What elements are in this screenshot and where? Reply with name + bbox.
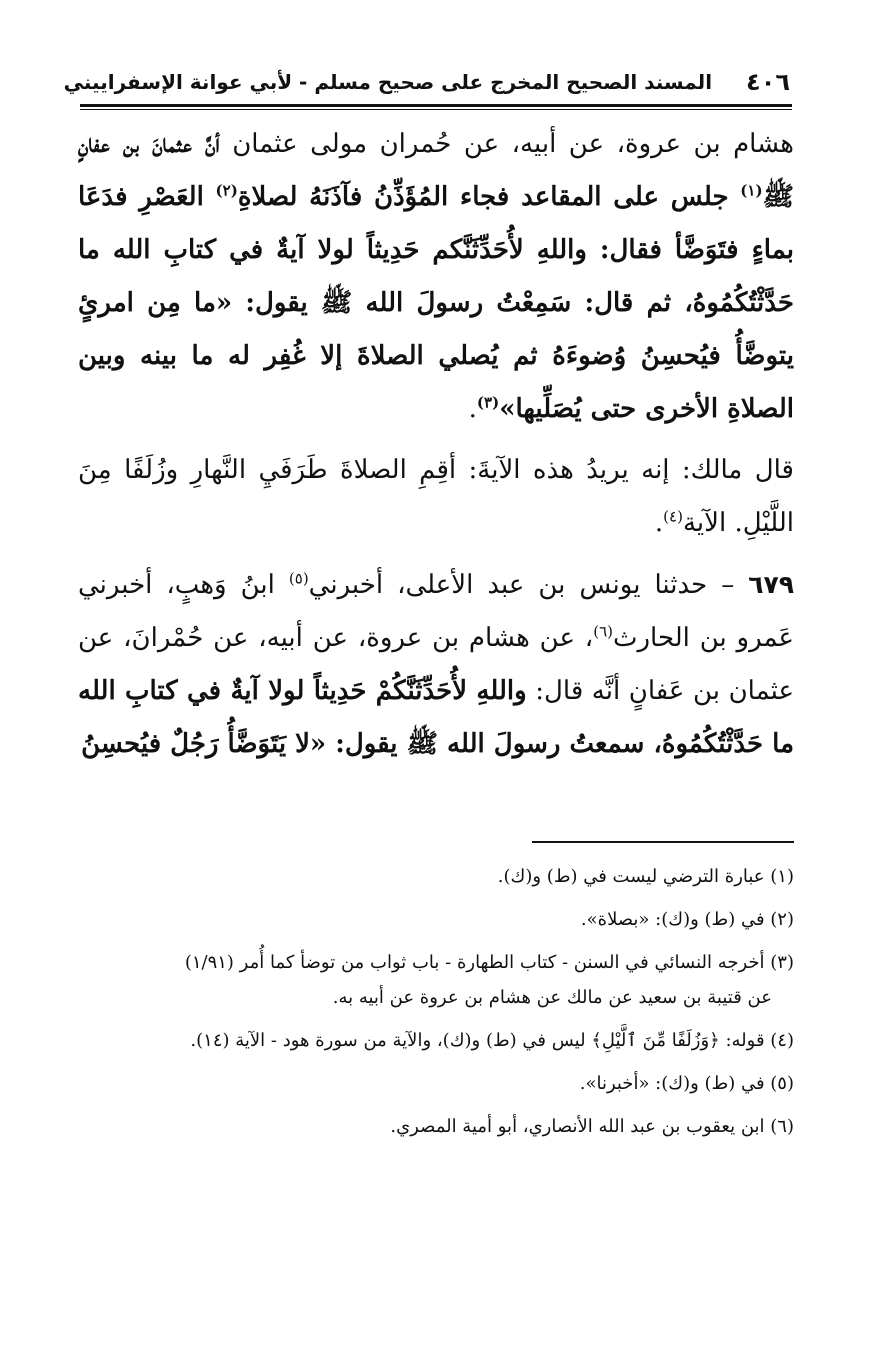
page-header [63, 62, 790, 102]
matn-text [78, 129, 794, 424]
footnote-separator [532, 841, 794, 843]
footnote-6: (٦) ابن يعقوب بن عبد الله الأنصاري، أبو أمية المصري. [390, 1116, 794, 1137]
footnote-3: (٣) أخرجه النسائي في السنن - كتاب الطهارة - باب ثواب من توضأ كما أُمر (١/٩١) [184, 952, 794, 973]
main-text [78, 118, 794, 771]
sentence-end: . [654, 508, 664, 538]
hadith-number: ٦٧٩ [748, 570, 794, 599]
sentence-end: . [468, 394, 477, 424]
paragraph-malik-comment [78, 444, 794, 550]
footnote-5: (٥) في (ط) و(ك): «أخبرنا». [579, 1073, 794, 1094]
footnote-3-continuation: عن قتيبة بن سعيد عن مالك عن هشام بن عروة عن أبيه به. [332, 987, 772, 1008]
header-rule [80, 104, 792, 110]
matn-text-part: العَصْرِ فدَعَا بماءٍ فتَوَضَّأ فقال: واللهِ لأُحَدِّثَنَّكم حَدِيثاً لولا آيةٌ في كتابِ الله ما حَدَّثْتُكُمُوهُ، ثم قال: سَمِعْتُ رسولَ الله ﷺ يقول: «ما مِن امرئٍ يتوضَّأُ فيُحسِنُ وُضوءَهُ ثم يُصلي الصلاةَ إلا غُفِر له ما بينه وبين الصلاةِ الأخرى حتى يُصَلِّيها» [78, 182, 794, 424]
isnad-text: – حدثنا يونس بن عبد الأعلى، أخبرني [308, 570, 749, 600]
isnad-text: ، عن هشام بن عروة، عن أبيه، عن حُمْرانَ، عن عثمان بن عَفانٍ أنَّه قال: [78, 623, 794, 706]
footnote-marker: (٤) [663, 507, 683, 526]
matn-text-part: أنَّ عثمانَ بن عفانٍ ﷺ [78, 129, 794, 212]
footnote-marker: (٢) [215, 181, 238, 200]
matn-text: واللهِ لأُحَدِّثَنَّكُمْ حَدِيثاً لولا آيةٌ في كتابِ الله ما حَدَّثْتُكُمُوهُ، سمعتُ رسولَ الله ﷺ يقول: «لا يَتَوَضَّأُ رَجُلٌ فيُحسِنُ [78, 676, 794, 759]
isnad-text: ابنُ وَهبٍ، أخبرني عَمرو بن الحارث [78, 570, 794, 653]
paragraph-hadith-679 [78, 558, 794, 771]
running-title: المسند الصحيح المخرج على صحيح مسلم - لأبي عوانة الإسفراييني [63, 70, 713, 94]
footnote-marker: (٦) [593, 622, 613, 641]
footnote-4: (٤) قوله: ﴿وَزُلَفًا مِّنَ ٱلَّيْلِ﴾ ليس في (ط) و(ك)، والآية من سورة هود - الآية (١٤). [190, 1030, 794, 1051]
footnote-marker: (٣) [476, 393, 500, 412]
isnad-text: هشام بن عروة، عن أبيه، عن حُمران مولى عثمان [219, 129, 795, 159]
footnotes [78, 862, 794, 1155]
page-number: ٤٠٦ [746, 68, 790, 96]
footnote-marker: (١) [740, 181, 763, 200]
footnote-1: (١) عبارة الترضي ليست في (ط) و(ك). [497, 866, 794, 887]
matn-text-part: جلس على المقاعد فجاء المُؤَذِّنُ فآذَنَهُ لصلاةِ [237, 182, 741, 212]
paragraph-hadith-text [78, 118, 794, 436]
footnote-2: (٢) في (ط) و(ك): «بصلاة». [580, 909, 794, 930]
footnote-marker: (٥) [288, 569, 309, 588]
comment-text: قال مالك: إنه يريدُ هذه الآيةَ: أقِمِ الصلاةَ طَرَفَيِ النَّهارِ وزُلَفًا مِنَ اللَّيْلِ. الآية [78, 455, 794, 538]
